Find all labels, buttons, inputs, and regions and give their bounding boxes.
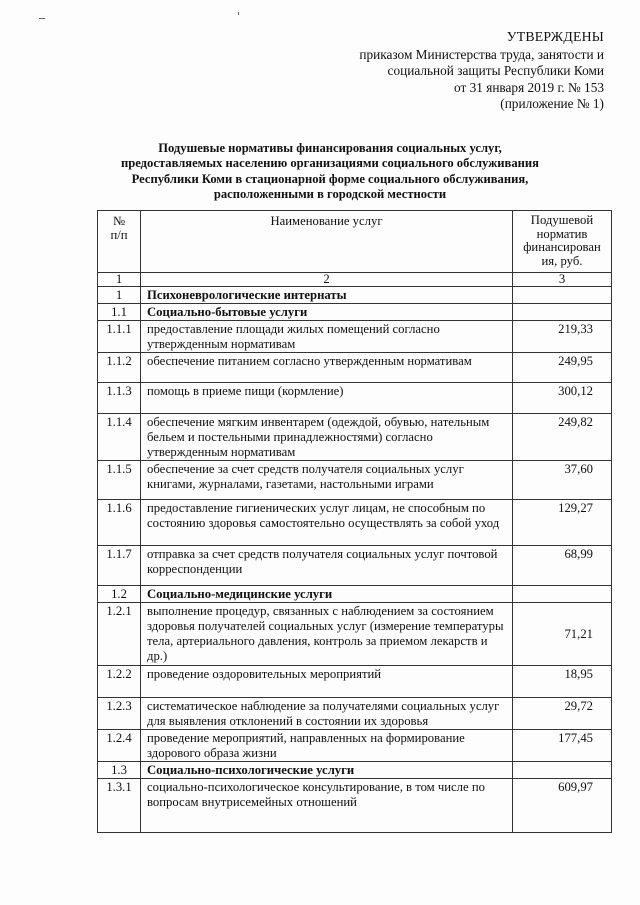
approval-date: от 31 января 2019 г. № 153 bbox=[453, 79, 604, 95]
rate-value bbox=[513, 762, 612, 779]
header-service-name: Наименование услуг bbox=[141, 211, 513, 273]
service-name: помощь в приеме пищи (кормление) bbox=[141, 383, 513, 414]
row-number: 1.1.5 bbox=[98, 461, 141, 500]
document-title bbox=[100, 141, 560, 203]
service-name: проведение мероприятий, направленных на формирование здорового образа жизни bbox=[141, 730, 513, 762]
rate-value bbox=[513, 304, 612, 321]
service-name: отправка за счет средств получателя социальных услуг почтовой корреспонденции bbox=[141, 546, 513, 586]
rate-value: 219,33 bbox=[513, 321, 612, 353]
index-cell: 1 bbox=[98, 273, 141, 287]
header-number-line: № bbox=[112, 214, 126, 228]
service-name: выполнение процедур, связанных с наблюдением за состоянием здоровья получателей социальных услуг (измерение температуры тела, артериального давления, контроль за приемом лекарств и др.) bbox=[141, 603, 513, 666]
row-number: 1.1.7 bbox=[98, 546, 141, 586]
row-number: 1.2 bbox=[98, 586, 141, 603]
row-number: 1.1 bbox=[98, 304, 141, 321]
title-line: Подушевые нормативы финансирования социальных услуг, bbox=[158, 141, 502, 155]
normatives-table bbox=[97, 210, 612, 833]
row-number: 1.2.4 bbox=[98, 730, 141, 762]
row-number: 1.1.6 bbox=[98, 500, 141, 546]
rate-value: 300,12 bbox=[513, 383, 612, 414]
table-body bbox=[98, 273, 612, 833]
approval-line: приказом Министерства труда, занятости и bbox=[359, 46, 604, 62]
row-number: 1.1.1 bbox=[98, 321, 141, 353]
row-number: 1.1.2 bbox=[98, 353, 141, 383]
row-number: 1.1.4 bbox=[98, 414, 141, 461]
row-number: 1.3.1 bbox=[98, 779, 141, 833]
header-rate bbox=[513, 211, 612, 273]
header-rate-line: ия, руб. bbox=[541, 253, 583, 268]
section-row bbox=[98, 304, 612, 321]
table-row bbox=[98, 666, 612, 698]
rate-value bbox=[513, 586, 612, 603]
service-name: обеспечение питанием согласно утвержденным нормативам bbox=[141, 353, 513, 383]
header-rate-line: финансирован bbox=[523, 240, 601, 255]
approval-appendix: (приложение № 1) bbox=[500, 96, 604, 111]
section-title: Социально-психологические услуги bbox=[141, 762, 513, 779]
table-row bbox=[98, 321, 612, 353]
rate-value: 18,95 bbox=[513, 666, 612, 698]
table-header-row bbox=[98, 211, 612, 273]
table-row bbox=[98, 383, 612, 414]
service-name: систематическое наблюдение за получателями социальных услуг для выявления отклонений в состоянии их здоровья bbox=[141, 698, 513, 730]
header-rate-line: Подушевой bbox=[530, 213, 594, 227]
row-number: 1.1.3 bbox=[98, 383, 141, 414]
rate-value: 249,95 bbox=[513, 353, 612, 383]
title-line: расположенными в городской местности bbox=[213, 187, 447, 202]
index-cell: 3 bbox=[513, 273, 612, 287]
rate-value: 177,45 bbox=[513, 730, 612, 762]
row-number: 1 bbox=[98, 287, 141, 304]
section-row bbox=[98, 586, 612, 603]
section-title: Социально-бытовые услуги bbox=[141, 304, 513, 321]
approval-line: социальной защиты Республики Коми bbox=[387, 63, 604, 78]
section-row bbox=[98, 287, 612, 304]
table-row bbox=[98, 500, 612, 546]
table-row bbox=[98, 461, 612, 500]
rate-value bbox=[513, 287, 612, 304]
header-number-line: п/п bbox=[110, 227, 128, 242]
header-number bbox=[98, 211, 141, 273]
column-index-row bbox=[98, 273, 612, 287]
service-name: обеспечение за счет средств получателя социальных услуг книгами, журналами, газетами, настольными играми bbox=[141, 461, 513, 500]
rate-value: 129,27 bbox=[513, 500, 612, 546]
title-line: предоставляемых населению организациями социального обслуживания bbox=[121, 156, 539, 171]
rate-value: 68,99 bbox=[513, 546, 612, 586]
section-title: Психоневрологические интернаты bbox=[141, 287, 513, 304]
table-row bbox=[98, 779, 612, 833]
table-row bbox=[98, 603, 612, 666]
service-name: социально-психологическое консультирование, в том числе по вопросам внутрисемейных отношений bbox=[141, 779, 513, 833]
index-cell: 2 bbox=[141, 273, 513, 287]
scan-mark bbox=[238, 12, 239, 15]
service-name: обеспечение мягким инвентарем (одеждой, обувью, нательным бельем и постельными принадлежностями) согласно утвержденным нормативам bbox=[141, 414, 513, 461]
row-number: 1.2.2 bbox=[98, 666, 141, 698]
row-number: 1.3 bbox=[98, 762, 141, 779]
rate-value: 609,97 bbox=[513, 779, 612, 833]
title-line: Республики Коми в стационарной форме социального обслуживания, bbox=[131, 171, 529, 186]
header-rate-line: норматив bbox=[536, 226, 588, 241]
section-row bbox=[98, 762, 612, 779]
rate-value: 249,82 bbox=[513, 414, 612, 461]
rate-value: 29,72 bbox=[513, 698, 612, 730]
rate-value: 71,21 bbox=[513, 603, 612, 666]
service-name: предоставление гигиенических услуг лицам, не способным по состоянию здоровья самостоятельно осуществлять за собой уход bbox=[141, 500, 513, 546]
row-number: 1.2.1 bbox=[98, 603, 141, 666]
service-name: предоставление площади жилых помещений согласно утвержденным нормативам bbox=[141, 321, 513, 353]
approval-heading: УТВЕРЖДЕНЫ bbox=[506, 29, 604, 44]
section-title: Социально-медицинские услуги bbox=[141, 586, 513, 603]
row-number: 1.2.3 bbox=[98, 698, 141, 730]
table-row bbox=[98, 546, 612, 586]
table-row bbox=[98, 353, 612, 383]
approval-block bbox=[359, 29, 604, 113]
rate-value: 37,60 bbox=[513, 461, 612, 500]
service-name: проведение оздоровительных мероприятий bbox=[141, 666, 513, 698]
table-row bbox=[98, 730, 612, 762]
table-row bbox=[98, 414, 612, 461]
scan-mark bbox=[39, 18, 45, 19]
table-row bbox=[98, 698, 612, 730]
